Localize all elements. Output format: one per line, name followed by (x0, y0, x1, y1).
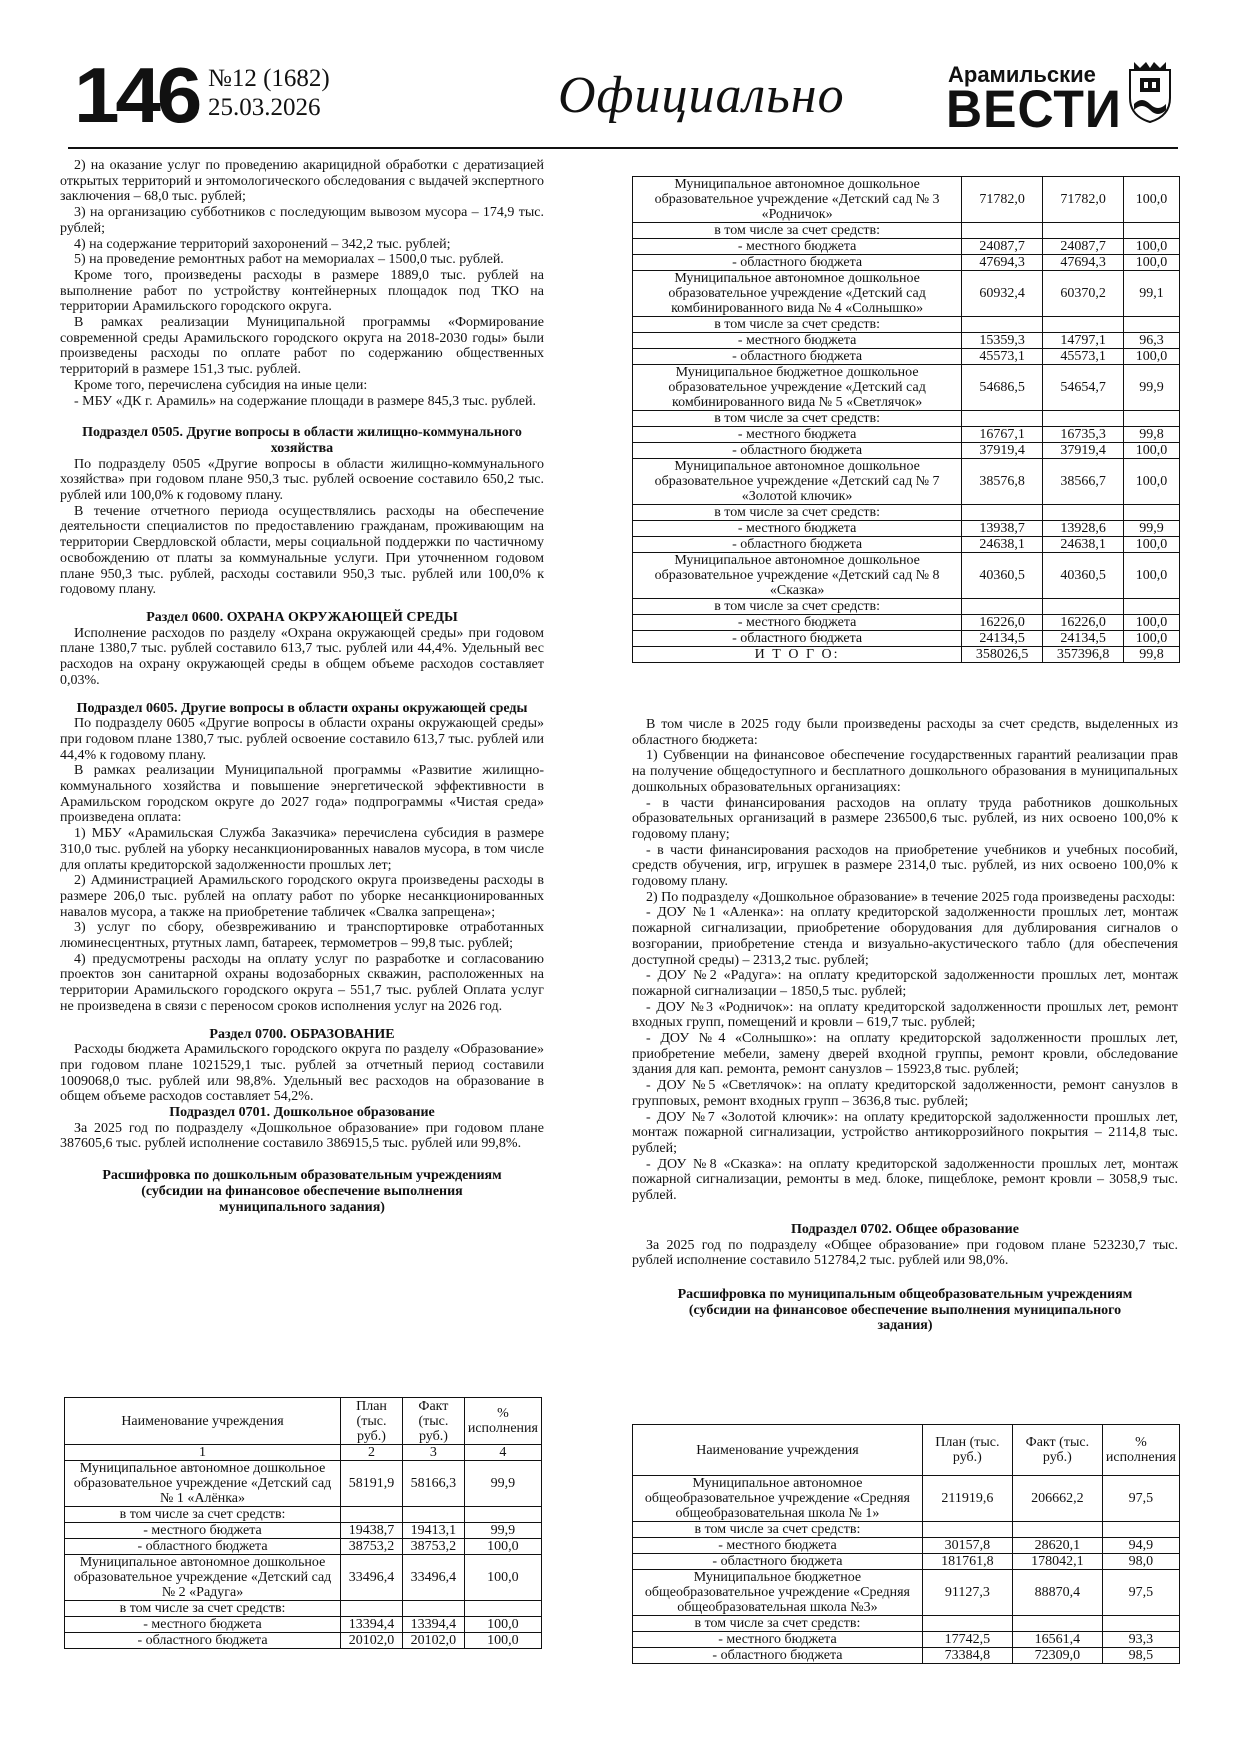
cell-pct: 97,5 (1102, 1570, 1179, 1616)
table-caption: Расшифровка по муниципальным общеобразовательным учреждениям (субсидии на финансовое обеспечение выполнения муниципального задания) (677, 1286, 1133, 1334)
table3-body (633, 1476, 1180, 1664)
cell-fact: 38753,2 (402, 1539, 464, 1555)
cell-plan: 60932,4 (962, 271, 1043, 317)
cell-plan: 16767,1 (962, 427, 1043, 443)
table-number-row (65, 1445, 542, 1461)
cell-plan: 17742,5 (922, 1632, 1012, 1648)
cell-plan: 211919,6 (922, 1476, 1012, 1522)
cell-institution: - местного бюджета (633, 615, 962, 631)
cell-pct: 100,0 (464, 1539, 541, 1555)
cell-pct: 98,0 (1102, 1554, 1179, 1570)
cell-institution: - областного бюджета (633, 631, 962, 647)
cell-institution: в том числе за счет средств: (633, 317, 962, 333)
paragraph: В рамках реализации Муниципальной программы «Развитие жилищно-коммунального хозяйства и повышение энергетической эффективности в Арамильском городском округе до 2027 года» подпрограммы «Чистая среда» произведена оплата: (60, 763, 544, 826)
cell-fact: 60370,2 (1043, 271, 1124, 317)
paragraph: В рамках реализации Муниципальной программы «Формирование современной среды Арамильского городского округа на 2018-2030 годы» были произведены расходы по оплате работ по содержанию общественных территорий в размере 151,3 тыс. рублей. (60, 315, 544, 378)
cell-pct (1124, 223, 1180, 239)
cell-plan: 54686,5 (962, 365, 1043, 411)
column-header: План (тыс. руб.) (341, 1398, 403, 1445)
paragraph: Расходы бюджета Арамильского городского округа по разделу «Образование» при годовом плане 1021529,1 тыс. рублей за отчетный период составили 1009068,0 тыс. рублей или 98,8%. Удельный вес расходов на образование в общем объеме расходов составляет 54,2%. (60, 1042, 544, 1105)
cell-plan: 24134,5 (962, 631, 1043, 647)
table-row (633, 255, 1180, 271)
table-row (65, 1507, 542, 1523)
table-row (633, 1538, 1180, 1554)
table-row (633, 599, 1180, 615)
cell-fact: 88870,4 (1012, 1570, 1102, 1616)
cell-institution: - областного бюджета (65, 1539, 341, 1555)
cell-institution: в том числе за счет средств: (633, 1616, 923, 1632)
cell-pct (1124, 505, 1180, 521)
cell-pct: 100,0 (1124, 255, 1180, 271)
cell-pct: 100,0 (1124, 349, 1180, 365)
paragraph: Кроме того, произведены расходы в размере 1889,0 тыс. рублей на выполнение работ по устройству контейнерных площадок под ТКО на территории Арамильского городского округа. (60, 267, 544, 315)
cell-pct: 93,3 (1102, 1632, 1179, 1648)
cell-institution: в том числе за счет средств: (65, 1601, 341, 1617)
cell-fact (402, 1507, 464, 1523)
paragraph: - ДОУ №4 «Солнышко»: на оплату кредиторской задолженности прошлых лет, приобретение мебели, замену дверей входной группы, ремонт кровли, обследование здания для кап. ремонта, ремонт санузлов – 15923,8 тыс. рублей; (632, 1031, 1178, 1078)
table-row (633, 349, 1180, 365)
cell-fact: 16735,3 (1043, 427, 1124, 443)
subsection-heading: Подраздел 0605. Другие вопросы в области охраны окружающей среды (76, 700, 528, 716)
table-row (633, 521, 1180, 537)
cell-fact: 40360,5 (1043, 553, 1124, 599)
table-row (633, 1570, 1180, 1616)
subsection-heading: Подраздел 0701. Дошкольное образование (169, 1105, 435, 1121)
section-title: Официально (558, 67, 845, 124)
column-number: 2 (341, 1445, 403, 1461)
paragraph: - ДОУ №8 «Сказка»: на оплату кредиторской задолженности прошлых лет, монтаж пожарной сигнализации, ремонты в мед. блоке, пищеблоке, ремонт кровли – 3058,9 тыс. рублей. (632, 1156, 1178, 1204)
cell-institution: Муниципальное автономное дошкольное образовательное учреждение «Детский сад комбинированного вида № 4 «Солнышко» (633, 271, 962, 317)
paragraph: 4) предусмотрены расходы на оплату услуг по разработке и согласованию проектов зон санитарной охраны водозаборных скважин, расположенных на территории Арамильского городского округа – 551,7 тыс. рублей Оплата услуг не произведена в связи с переносом сроков исполнения услуг на 2026 год. (60, 951, 544, 1014)
issue-number: №12 (1682) (208, 65, 330, 92)
cell-plan: 33496,4 (341, 1555, 403, 1601)
table-row (633, 1522, 1180, 1538)
paragraph: - в части финансирования расходов на оплату труда работников дошкольных образовательных организаций в размере 236500,6 тыс. рублей, из них освоено 100,0% к годовому плану; (632, 795, 1178, 842)
column-header: План (тыс. руб.) (922, 1425, 1012, 1476)
cell-plan: 20102,0 (341, 1633, 403, 1649)
cell-institution: в том числе за счет средств: (633, 411, 962, 427)
paragraph: За 2025 год по подразделу «Дошкольное образование» при годовом плане 387605,6 тыс. рублей исполнение составило 386915,5 тыс. рублей или 99,8%. (60, 1120, 544, 1152)
table-row (65, 1539, 542, 1555)
cell-pct: 100,0 (1124, 459, 1180, 505)
cell-institution: - местного бюджета (633, 1632, 923, 1648)
cell-fact: 19413,1 (402, 1523, 464, 1539)
cell-plan: 37919,4 (962, 443, 1043, 459)
paragraph: - МБУ «ДК г. Арамиль» на содержание площади в размере 845,3 тыс. рублей. (74, 393, 536, 409)
column-header: Наименование учреждения (633, 1425, 923, 1476)
cell-fact: 58166,3 (402, 1461, 464, 1507)
column-number: 1 (65, 1445, 341, 1461)
cell-institution: Муниципальное автономное дошкольное образовательное учреждение «Детский сад № 2 «Радуга» (65, 1555, 341, 1601)
cell-fact: 14797,1 (1043, 333, 1124, 349)
cell-pct: 100,0 (464, 1633, 541, 1649)
table-row (65, 1555, 542, 1601)
cell-institution: в том числе за счет средств: (65, 1507, 341, 1523)
paragraph: - ДОУ №5 «Светлячок»: на оплату кредиторской задолженности, ремонт санузлов в групповых, ремонт входных групп – 3636,8 тыс. рублей; (632, 1078, 1178, 1109)
column-header: % исполнения (464, 1398, 541, 1445)
cell-fact (1043, 223, 1124, 239)
cell-fact: 13928,6 (1043, 521, 1124, 537)
table-row (633, 505, 1180, 521)
cell-pct: 100,0 (1124, 177, 1180, 223)
column-header: % исполнения (1102, 1425, 1179, 1476)
cell-institution: Муниципальное бюджетное общеобразовательное учреждение «Средняя общеобразовательная школа №3» (633, 1570, 923, 1616)
cell-fact: 45573,1 (1043, 349, 1124, 365)
cell-pct: 100,0 (1124, 553, 1180, 599)
table-row (633, 1632, 1180, 1648)
paragraph: 2) на оказание услуг по проведению акарицидной обработки с дератизацией открытых территорий и энтомологического обследования с выдачей экспертного заключения – 68,0 тыс. рублей; (60, 158, 544, 205)
table-header-row (633, 1425, 1180, 1476)
cell-fact: 33496,4 (402, 1555, 464, 1601)
cell-plan (962, 599, 1043, 615)
cell-pct (1124, 317, 1180, 333)
cell-institution: - областного бюджета (633, 349, 962, 365)
cell-pct: 99,8 (1124, 647, 1180, 663)
cell-fact: 178042,1 (1012, 1554, 1102, 1570)
cell-fact: 37919,4 (1043, 443, 1124, 459)
issue-info (208, 64, 330, 122)
cell-plan (962, 317, 1043, 333)
cell-plan: 30157,8 (922, 1538, 1012, 1554)
cell-institution: - областного бюджета (633, 255, 962, 271)
cell-pct: 99,9 (1124, 521, 1180, 537)
table-row (633, 647, 1180, 663)
cell-institution: в том числе за счет средств: (633, 1522, 923, 1538)
city-crest-icon (1126, 60, 1174, 124)
cell-institution: - местного бюджета (65, 1523, 341, 1539)
cell-plan: 73384,8 (922, 1648, 1012, 1664)
cell-fact (1043, 411, 1124, 427)
paragraph: Кроме того, перечислена субсидия на иные цели: (74, 377, 368, 393)
cell-institution: - областного бюджета (633, 1648, 923, 1664)
cell-pct (1102, 1522, 1179, 1538)
cell-institution: - областного бюджета (65, 1633, 341, 1649)
table1-body (65, 1461, 542, 1649)
paragraph: 5) на проведение ремонтных работ на мемориалах – 1500,0 тыс. рублей. (74, 252, 504, 268)
subsection-heading: Подраздел 0505. Другие вопросы в области жилищно-коммунального хозяйства (82, 425, 522, 456)
cell-plan (962, 411, 1043, 427)
right-column (632, 717, 1178, 1334)
cell-pct: 99,9 (464, 1523, 541, 1539)
cell-institution: - областного бюджета (633, 443, 962, 459)
cell-plan: 358026,5 (962, 647, 1043, 663)
cell-institution: - областного бюджета (633, 1554, 923, 1570)
column-number: 3 (402, 1445, 464, 1461)
cell-fact: 24638,1 (1043, 537, 1124, 553)
table-row (633, 317, 1180, 333)
preschool-table-part2 (632, 176, 1180, 663)
paragraph: За 2025 год по подразделу «Общее образование» при годовом плане 523230,7 тыс. рублей исполнение составило 512784,2 тыс. рублей или 98,0%. (632, 1237, 1178, 1269)
cell-pct (464, 1507, 541, 1523)
cell-institution: Муниципальное автономное дошкольное образовательное учреждение «Детский сад № 1 «Алёнка» (65, 1461, 341, 1507)
cell-plan: 24638,1 (962, 537, 1043, 553)
cell-pct: 100,0 (1124, 239, 1180, 255)
cell-pct: 100,0 (1124, 615, 1180, 631)
paragraph: В течение отчетного периода осуществлялись расходы на обеспечение деятельности специалистов по предоставлению гражданам, проживающим на территории Свердловской области, меры социальной поддержки по частичному освобождению от платы за коммунальные услуги. При уточненном годовом плане 950,3 тыс. рублей, расходы составили 950,3 тыс. рублей или 100,0% к годовому плану. (60, 503, 544, 598)
cell-plan: 15359,3 (962, 333, 1043, 349)
cell-plan (341, 1601, 403, 1617)
cell-plan (922, 1616, 1012, 1632)
page-number: 146 (74, 51, 199, 139)
table-row (633, 333, 1180, 349)
cell-plan: 40360,5 (962, 553, 1043, 599)
cell-plan: 91127,3 (922, 1570, 1012, 1616)
cell-fact: 54654,7 (1043, 365, 1124, 411)
table-row (633, 615, 1180, 631)
cell-institution: в том числе за счет средств: (633, 223, 962, 239)
cell-fact (1043, 505, 1124, 521)
table-row (633, 631, 1180, 647)
table-row (65, 1461, 542, 1507)
table-row (633, 411, 1180, 427)
cell-fact (402, 1601, 464, 1617)
cell-fact (1043, 599, 1124, 615)
table-row (65, 1601, 542, 1617)
cell-plan: 58191,9 (341, 1461, 403, 1507)
section-heading: Раздел 0700. ОБРАЗОВАНИЕ (209, 1026, 395, 1042)
paragraph: По подразделу 0605 «Другие вопросы в области охраны окружающей среды» при годовом плане 1380,7 тыс. рублей освоение составило 613,7 тыс. рублей или 44,4% к годовому плану. (60, 716, 544, 763)
cell-fact: 72309,0 (1012, 1648, 1102, 1664)
cell-pct: 94,9 (1102, 1538, 1179, 1554)
table-row (633, 1554, 1180, 1570)
cell-plan: 13394,4 (341, 1617, 403, 1633)
paragraph: - ДОУ №7 «Золотой ключик»: на оплату кредиторской задолженности прошлых лет, монтаж пожарной сигнализации, устройство антикоррозийного покрытия – 2114,8 тыс. рублей; (632, 1109, 1178, 1156)
paragraph: 1) Субвенции на финансовое обеспечение государственных гарантий реализации прав на получение общедоступного и бесплатного дошкольного образования в муниципальных дошкольных образовательных организациях: (632, 748, 1178, 795)
cell-institution: Муниципальное автономное общеобразовательное учреждение «Средняя общеобразовательная школа № 1» (633, 1476, 923, 1522)
cell-plan: 13938,7 (962, 521, 1043, 537)
paragraph: 2) По подразделу «Дошкольное образование» в течение 2025 года произведены расходы: (646, 889, 1176, 905)
paragraph: - ДОУ №3 «Родничок»: на оплату кредиторской задолженности прошлых лет, ремонт входных групп, помещений и кровли – 619,7 тыс. рублей; (632, 999, 1178, 1031)
brand-subtitle: Арамильские (948, 62, 1096, 87)
cell-pct (1102, 1616, 1179, 1632)
cell-pct (464, 1601, 541, 1617)
cell-institution: Муниципальное бюджетное дошкольное образовательное учреждение «Детский сад комбинированного вида № 5 «Светлячок» (633, 365, 962, 411)
paragraph: 2) Администрацией Арамильского городского округа произведены расходы в размере 206,0 тыс. рублей на оплату работ по уборке несанкционированных навалов мусора, а также на приобретение табличек «Свалка запрещена»; (60, 873, 544, 920)
cell-plan: 181761,8 (922, 1554, 1012, 1570)
school-table (632, 1424, 1180, 1664)
paragraph: 3) услуг по сбору, обезвреживанию и транспортировке отработанных люминесцентных, ртутных ламп, батареек, термометров – 99,8 тыс. рублей; (60, 920, 544, 952)
cell-fact: 28620,1 (1012, 1538, 1102, 1554)
table-row (65, 1633, 542, 1649)
cell-institution: Муниципальное автономное дошкольное образовательное учреждение «Детский сад № 8 «Сказка» (633, 553, 962, 599)
cell-fact: 24134,5 (1043, 631, 1124, 647)
column-header: Факт (тыс. руб.) (402, 1398, 464, 1445)
cell-institution: И Т О Г О: (633, 647, 962, 663)
header-rule (68, 147, 1178, 149)
cell-institution: в том числе за счет средств: (633, 505, 962, 521)
table-row (633, 443, 1180, 459)
cell-pct: 98,5 (1102, 1648, 1179, 1664)
cell-institution: - местного бюджета (633, 1538, 923, 1554)
cell-plan (962, 223, 1043, 239)
cell-pct: 99,9 (464, 1461, 541, 1507)
cell-fact: 206662,2 (1012, 1476, 1102, 1522)
cell-pct: 99,9 (1124, 365, 1180, 411)
cell-plan (922, 1522, 1012, 1538)
cell-pct (1124, 411, 1180, 427)
cell-plan: 38576,8 (962, 459, 1043, 505)
table-row (633, 177, 1180, 223)
brand-logo-text: ВЕСТИ (946, 79, 1122, 139)
table-row (633, 223, 1180, 239)
cell-fact (1043, 317, 1124, 333)
table-row (633, 1616, 1180, 1632)
cell-fact (1012, 1616, 1102, 1632)
cell-plan: 71782,0 (962, 177, 1043, 223)
paragraph: Исполнение расходов по разделу «Охрана окружающей среды» при годовом плане 1380,7 тыс. рублей составило 613,7 тыс. рублей или 44,4%. Удельный вес расходов на охрану окружающей среды в общем объеме расходов составляет 0,03%. (60, 625, 544, 688)
cell-institution: Муниципальное автономное дошкольное образовательное учреждение «Детский сад № 3 «Родничок» (633, 177, 962, 223)
table-row (633, 459, 1180, 505)
cell-institution: в том числе за счет средств: (633, 599, 962, 615)
paragraph: - ДОУ №1 «Аленка»: на оплату кредиторской задолженности прошлых лет, монтаж пожарной сигнализации, приобретение оборудования для дублирования сигналов о возгорании, приобретение стенда и визуально-акустического табло (для обеспечения доступной среды) – 2313,2 тыс. рублей; (632, 905, 1178, 968)
column-number: 4 (464, 1445, 541, 1461)
paragraph: 3) на организацию субботников с последующим вывозом мусора – 174,9 тыс. рублей; (60, 205, 544, 236)
cell-institution: - местного бюджета (633, 521, 962, 537)
cell-fact: 13394,4 (402, 1617, 464, 1633)
column-header: Наименование учреждения (65, 1398, 341, 1445)
cell-pct: 99,8 (1124, 427, 1180, 443)
cell-plan: 19438,7 (341, 1523, 403, 1539)
cell-plan: 24087,7 (962, 239, 1043, 255)
cell-plan: 16226,0 (962, 615, 1043, 631)
cell-institution: - областного бюджета (633, 537, 962, 553)
table-row (65, 1617, 542, 1633)
paragraph: В том числе в 2025 году были произведены расходы за счет средств, выделенных из областного бюджета: (632, 717, 1178, 748)
cell-plan (962, 505, 1043, 521)
table-row (65, 1523, 542, 1539)
cell-fact: 24087,7 (1043, 239, 1124, 255)
table-row (633, 553, 1180, 599)
paragraph: По подразделу 0505 «Другие вопросы в области жилищно-коммунального хозяйства» при годовом плане 950,3 тыс. рублей освоение составило 650,2 тыс. рублей или 100,0% к годовому плану. (60, 456, 544, 504)
cell-fact: 71782,0 (1043, 177, 1124, 223)
table2-body (633, 177, 1180, 663)
paragraph: 4) на содержание территорий захоронений – 342,2 тыс. рублей; (74, 236, 451, 252)
cell-fact: 16561,4 (1012, 1632, 1102, 1648)
cell-pct: 99,1 (1124, 271, 1180, 317)
page-header (68, 51, 1178, 148)
table-row (633, 427, 1180, 443)
paragraph: 1) МБУ «Арамильская Служба Заказчика» перечислена субсидия в размере 310,0 тыс. рублей на уборку несанкционированных навалов мусора, в том числе для оплаты кредиторской задолженности прошлых лет; (60, 826, 544, 873)
table-row (633, 365, 1180, 411)
table-row (633, 271, 1180, 317)
cell-pct (1124, 599, 1180, 615)
cell-pct: 96,3 (1124, 333, 1180, 349)
table-header-row (65, 1398, 542, 1445)
cell-pct: 100,0 (1124, 443, 1180, 459)
paragraph: - ДОУ №2 «Радуга»: на оплату кредиторской задолженности прошлых лет, монтаж пожарной сигнализации – 1850,5 тыс. рублей; (632, 968, 1178, 999)
subsection-heading: Подраздел 0702. Общее образование (791, 1221, 1019, 1237)
table-row (633, 239, 1180, 255)
cell-fact: 357396,8 (1043, 647, 1124, 663)
table-row (633, 1476, 1180, 1522)
cell-institution: - местного бюджета (65, 1617, 341, 1633)
cell-pct: 100,0 (464, 1617, 541, 1633)
cell-pct: 100,0 (1124, 537, 1180, 553)
preschool-table-part1 (64, 1397, 542, 1649)
paragraph: - в части финансирования расходов на приобретение учебников и учебных пособий, средств обучения, игр, игрушек в размере 2314,0 тыс. рублей, из них освоено 100,0% к годовому плану. (632, 842, 1178, 890)
cell-fact: 47694,3 (1043, 255, 1124, 271)
cell-fact (1012, 1522, 1102, 1538)
table-caption: Расшифровка по дошкольным образовательным учреждениям (субсидии на финансовое обеспечение выполнения муниципального задания) (102, 1168, 502, 1215)
cell-plan: 38753,2 (341, 1539, 403, 1555)
cell-plan: 47694,3 (962, 255, 1043, 271)
left-column (60, 158, 544, 1215)
cell-institution: - местного бюджета (633, 427, 962, 443)
cell-plan (341, 1507, 403, 1523)
table-row (633, 1648, 1180, 1664)
table-row (633, 537, 1180, 553)
section-heading: Раздел 0600. ОХРАНА ОКРУЖАЮЩЕЙ СРЕДЫ (146, 609, 458, 625)
cell-pct: 97,5 (1102, 1476, 1179, 1522)
cell-institution: - местного бюджета (633, 333, 962, 349)
cell-pct: 100,0 (1124, 631, 1180, 647)
cell-institution: - местного бюджета (633, 239, 962, 255)
issue-date: 25.03.2026 (208, 94, 321, 121)
cell-institution: Муниципальное автономное дошкольное образовательное учреждение «Детский сад № 7 «Золотой ключик» (633, 459, 962, 505)
cell-fact: 38566,7 (1043, 459, 1124, 505)
column-header: Факт (тыс. руб.) (1012, 1425, 1102, 1476)
cell-fact: 16226,0 (1043, 615, 1124, 631)
cell-fact: 20102,0 (402, 1633, 464, 1649)
cell-pct: 100,0 (464, 1555, 541, 1601)
cell-plan: 45573,1 (962, 349, 1043, 365)
